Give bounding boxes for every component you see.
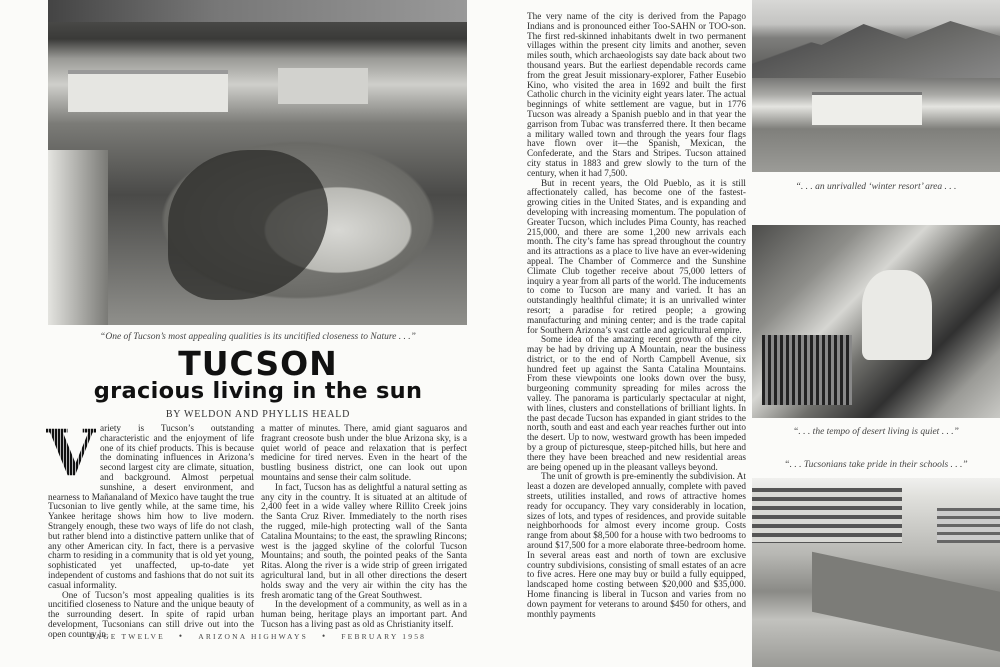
paragraph: In the development of a community, as well as in a human being, heritage plays an important part. And Tucson has a living past as old as Christianity itself. (261, 600, 467, 630)
photo-pool-patio (48, 0, 467, 325)
article-title: TUCSON (178, 344, 338, 383)
caption-main-photo: “One of Tucson’s most appealing qualities is its uncitified closeness to Nature . . .” (100, 332, 416, 342)
text-column-1 (46, 416, 254, 641)
issue-date: FEBRUARY 1958 (341, 632, 427, 641)
text-column-3 (527, 13, 746, 620)
paragraph: Some idea of the amazing recent growth of the city may be had by driving up A Mountain, near the business district, or to the end of North Campbell Avenue, six hundred feet up against the Santa Catalina Mountains. From these viewpoints one looks down over the busy, burgeoning community spreading for miles across the valley. The panorama is particularly spectacular at night, with lines, clusters and constellations of brilliant lights. In the past decade Tucson has expanded in giant strides to the north, south and east and each year reaches further out into the desert. Up to now, westward growth has been impeded by a group of picturesque, steep-pitched hills, but here and there they have been breached and new residential areas are being opened up in the pleasant valleys beyond. (527, 335, 746, 473)
drop-cap: V (46, 416, 96, 491)
paragraph: The unit of growth is pre-eminently the subdivision. At least a dozen are developed annually, complete with paved streets, utilities installed, and rows of attractive homes ready for occupancy. They vary considerably in location, sizes of lots, and types of residences, and provide suitable neighborhoods for almost every income group. Costs range from about $8,500 for a house with two bedrooms to around $17,500 for a more elaborate three-bedroom home. In several areas east and north of town are exclusive country subdivisions, consisting of small estates of an acre to five acres. Here one may buy or build a fully equipped, landscaped home costing between $20,000 and $35,000. Home financing is liberal in Tucson and varies from no down payment for veterans to around $450 for others, and monthly payments (527, 472, 746, 620)
caption-resort: “. . . an unrivalled ‘winter resort’ area . . . (795, 182, 957, 192)
caption-patio: “. . . the tempo of desert living is quiet . . .” (793, 427, 959, 437)
paragraph: The very name of the city is derived from the Papago Indians and is pronounced either Too-SAHN or TOO-son. The first red-skinned inhabitants dwelt in two permanent villages within the present city limits and another, seven miles south, which archaeologists say date back about two thousand years. But the earliest dependable records came from the great Jesuit missionary-explorer, Father Eusebio Kino, who visited the area in 1692 and built the first Catholic church in the vicinity eight years later. The actual beginnings of white settlement are vague, but in 1776 Tucson was already a Spanish pueblo and in that year the garrison from Tubac was transferred there. It then became a military walled town and through the years four flags have flown over it—the Spanish, Mexican, the Confederate, and the Stars and Stripes. Tucson attained city status in 1883 and grew slowly to the turn of the century, when it had 7,500. (527, 12, 746, 179)
page-number: PAGE TWELVE (89, 632, 165, 641)
photo-patio-barbecue (752, 225, 1000, 418)
paragraph: a matter of minutes. There, amid giant saguaros and fragrant creosote bush under the blue Arizona sky, is a quiet world of peace and relaxation that is perfect medicine for tired nerves. Even in the heart of the bustling business district, one can look out upon mountains and sense their calm solitude. (261, 424, 467, 483)
photo-school (752, 478, 1000, 667)
paragraph: One of Tucson’s most appealing qualities is its uncitified closeness to Nature and the unique beauty of the surrounding desert. In spite of rapid urban development, Tucsonians can still drive out into the open country in (48, 590, 254, 640)
paragraph: ariety is Tucson’s outstanding characteristic and the enjoyment of life one of its chief products. This is because the dominating influences in Arizona’s second largest city are climate, situation, and background. Almost perpetual sunshine, a desert environment, and nearness to Mañanaland of Mexico have taught the true Tucsonian to live gently while, at the same time, his Yankee heritage shows him how to live modern. Strangely enough, these two ways of life do not clash, but rather blend into a distinctive pattern unlike that of any other American city. In fact, there is a pervasive charm to residing in a community that is old yet young, sophisticated yet unaffected, up-to-date yet independent of customs and fashions that do not suit its casual informality. (48, 424, 254, 591)
paragraph: In fact, Tucson has as delightful a natural setting as any city in the country. It is situated at an altitude of 2,400 feet in a wide valley where Rillito Creek joins the Santa Cruz River. Immediately to the north rises the rugged, mile-high protecting wall of the Santa Catalina Mountains; to the east, the sprawling Rincons; west is the jagged skyline of the colorful Tucson Mountains; and south, the pointed peaks of the Santa Ritas. Along the river is a wide strip of green irrigated agricultural land, but in all other directions the desert holds sway and the very air within the city has the fresh aromatic tang of the Great Southwest. (261, 482, 467, 601)
caption-school: “. . . Tucsonians take pride in their schools . . .” (784, 460, 968, 470)
paragraph: But in recent years, the Old Pueblo, as it is still affectionately called, has become one of the fastest-growing cities in the United States, and is expanding and developing with increasing momentum. The population of Greater Tucson, which includes Pima County, has reached 215,000, and there are some 1,200 new arrivals each month. The city’s fame has spread throughout the country and its attractions as a place to live have an ever-widening appeal. The Chamber of Commerce and the Sunshine Climate Club together receive about 75,000 letters of inquiry a year from all parts of the world. The inducements to come to Tucson are many and varied. It has an outstandingly healthful climate; it is an unrivalled winter resort; a paradise for retired people; a growing manufacturing and mining center; and is the trade capital for Southern Arizona’s vast cattle and agricultural empire. (527, 178, 746, 336)
photo-resort-mountains (752, 0, 1000, 172)
byline: BY WELDON AND PHYLLIS HEALD (165, 409, 351, 420)
text-column-2 (261, 425, 467, 631)
page-footer: PAGE TWELVE • ARIZONA HIGHWAYS • FEBRUARY 1958 (89, 631, 427, 641)
magazine-name: ARIZONA HIGHWAYS (198, 632, 308, 641)
article-subtitle: gracious living in the sun (93, 378, 423, 404)
